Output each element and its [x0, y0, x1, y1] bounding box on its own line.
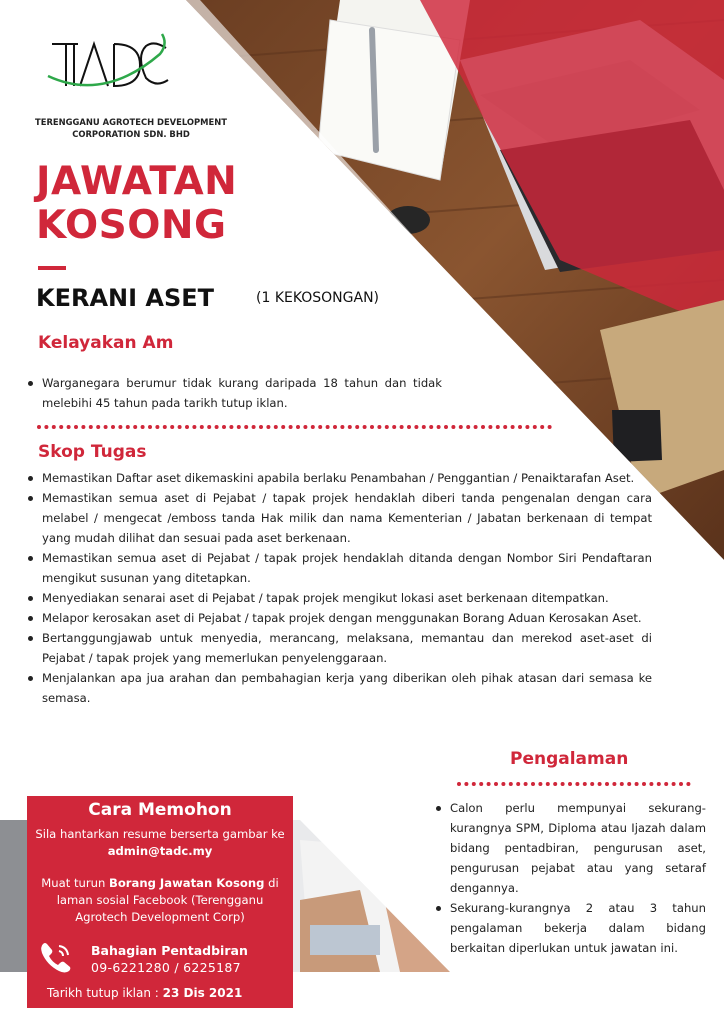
apply-email-link[interactable]: admin@tadc.my — [107, 844, 213, 858]
list-item: Bertanggungjawab untuk menyedia, merancang, melaksana, memantau dan merekod aset-aset di Pejabat / tapak projek yang memerlukan penyelenggaraan. — [26, 628, 652, 668]
company-name-line1: TERENGGANU AGROTECH DEVELOPMENT — [35, 117, 227, 127]
apply-form-suffix: di laman sosial Facebook (Terengganu Agrotech Development Corp) — [56, 876, 279, 924]
contact-info — [91, 942, 248, 976]
headline-line1: JAWATAN — [36, 159, 238, 204]
closing-date — [47, 986, 242, 1000]
position-title: KERANI ASET — [36, 284, 215, 312]
list-item: Warganegara berumur tidak kurang daripada 18 tahun dan tidak melebihi 45 tahun pada tarikh tutup iklan. — [26, 373, 442, 413]
list-item: Memastikan semua aset di Pejabat / tapak projek hendaklah ditanda dengan Nombor Siri Pendaftaran mengikut susunan yang ditetapkan. — [26, 548, 652, 588]
company-name-line2: CORPORATION SDN. BHD — [72, 129, 190, 139]
headline — [36, 160, 237, 248]
closing-date-value: 23 Dis 2021 — [162, 986, 243, 1000]
dotted-divider — [456, 781, 694, 787]
apply-form-name: Borang Jawatan Kosong — [109, 876, 265, 890]
tadc-logo — [44, 24, 174, 96]
list-item: Sekurang-kurangnya 2 atau 3 tahun pengalaman bekerja dalam bidang berkaitan diperlukan untuk jawatan ini. — [434, 898, 706, 958]
list-item: Menyediakan senarai aset di Pejabat / tapak projek mengikut lokasi aset berkenaan ditempatkan. — [26, 588, 652, 608]
list-item: Memastikan Daftar aset dikemaskini apabila berlaku Penambahan / Penggantian / Penaiktarafan Aset. — [26, 468, 652, 488]
headline-line2: KOSONG — [36, 203, 227, 248]
kelayakan-list — [26, 373, 442, 413]
pengalaman-list — [434, 798, 706, 958]
vacancy-count: (1 KEKOSONGAN) — [256, 290, 380, 306]
apply-form-prefix: Muat turun — [41, 876, 106, 890]
department-name: Bahagian Pentadbiran — [91, 943, 248, 958]
skop-list — [26, 468, 652, 708]
list-item: Menjalankan apa jua arahan dan pembahagian kerja yang diberikan oleh pihak atasan dari semasa ke semasa. — [26, 668, 652, 708]
headline-divider — [38, 266, 66, 270]
kelayakan-title: Kelayakan Am — [38, 333, 174, 353]
apply-instruction-form — [35, 875, 285, 926]
apply-email-text: Sila hantarkan resume berserta gambar ke — [35, 827, 285, 841]
apply-instruction-email — [35, 826, 285, 860]
company-name — [26, 116, 236, 140]
skop-title: Skop Tugas — [38, 442, 147, 462]
list-item: Melapor kerosakan aset di Pejabat / tapak projek dengan menggunakan Borang Aduan Kerosakan Aset. — [26, 608, 652, 628]
closing-label: Tarikh tutup iklan : — [47, 986, 159, 1000]
apply-box — [27, 796, 293, 1008]
list-item: Memastikan semua aset di Pejabat / tapak projek hendaklah diberi tanda pengenalan dengan cara melabel / mengecat /emboss tanda Hak milik dan nama Kementerian / Jabatan berkenaan di tempat yang mudah dilihat dan sesuai pada aset berkenaan. — [26, 488, 652, 548]
pengalaman-title: Pengalaman — [510, 749, 629, 769]
phone-icon — [39, 940, 73, 974]
dotted-divider — [36, 424, 560, 430]
list-item: Calon perlu mempunyai sekurang-kurangnya SPM, Diploma atau Ijazah dalam bidang pentadbiran, pengurusan aset, pengurusan pejabat atau yang setaraf dengannya. — [434, 798, 706, 898]
apply-title: Cara Memohon — [88, 800, 232, 820]
phone-number[interactable]: 09-6221280 / 6225187 — [91, 960, 241, 975]
